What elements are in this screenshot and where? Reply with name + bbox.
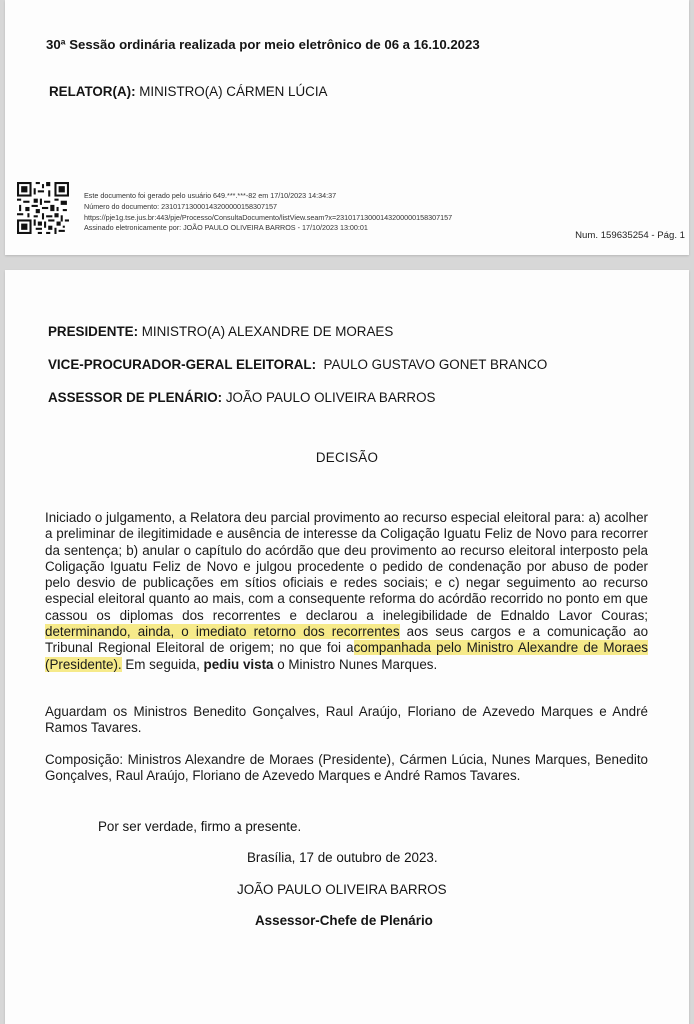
presidente-value: MINISTRO(A) ALEXANDRE DE MORAES — [141, 324, 394, 339]
highlighted-text-2: companhada pelo Ministro Alexandre de Moraes (Presidente). — [45, 640, 649, 672]
document-page-2 — [5, 270, 689, 1024]
signature-date: Brasília, 17 de outubro de 2023. — [247, 850, 438, 865]
composicao-paragraph: Composição: Ministros Alexandre de Moraes (Presidente), Cármen Lúcia, Nunes Marques, Benedito Gonçalves, Raul Araújo, Floriano de Azevedo Marques e André Ramos Tavares. — [45, 752, 648, 784]
document-page-1 — [5, 0, 689, 255]
vice-procurador-value: PAULO GUSTAVO GONET BRANCO — [323, 357, 548, 372]
signer-name: JOÃO PAULO OLIVEIRA BARROS — [237, 882, 447, 897]
decision-text-3: Em seguida, — [121, 656, 204, 672]
decision-paragraph — [45, 510, 648, 673]
document-metadata — [84, 191, 452, 234]
relator-value: MINISTRO(A) CÁRMEN LÚCIA — [139, 84, 328, 99]
session-title: 30ª Sessão ordinária realizada por meio eletrônico de 06 a 16.10.2023 — [46, 37, 480, 52]
assessor-label: ASSESSOR DE PLENÁRIO: — [48, 390, 223, 405]
aguardam-paragraph: Aguardam os Ministros Benedito Gonçalves, Raul Araújo, Floriano de Azevedo Marques e André Ramos Tavares. — [45, 704, 648, 736]
pediu-vista-bold: pediu vista — [203, 656, 274, 672]
meta-generated-line: Este documento foi gerado pelo usuário 649.***.***-82 em 17/10/2023 14:34:37 — [84, 191, 337, 200]
assessor-line — [48, 390, 435, 405]
signer-role: Assessor-Chefe de Plenário — [255, 913, 433, 928]
meta-url-line: https://pje1g.tse.jus.br:443/pje/Processo/ConsultaDocumento/listView.seam?x=23101713000143200000158307157 — [84, 212, 453, 222]
decision-text-2: aos seus cargos e a comunicação ao Tribunal Regional Eleitoral de origem; no que foi a — [45, 624, 649, 656]
decisao-heading: DECISÃO — [315, 450, 379, 465]
decision-text-4: o Ministro Nunes Marques. — [273, 656, 438, 672]
assessor-value: JOÃO PAULO OLIVEIRA BARROS — [225, 390, 436, 405]
meta-signature-line: Assinado eletronicamente por: JOÃO PAULO OLIVEIRA BARROS - 17/10/2023 13:00:01 — [84, 223, 368, 233]
highlighted-text-1: determinando, ainda, o imediato retorno dos recorrentes — [45, 624, 400, 640]
qr-code-icon — [17, 182, 69, 234]
presidente-line — [48, 324, 393, 339]
presidente-label: PRESIDENTE: — [48, 324, 139, 339]
meta-number-line: Número do documento: 23101713000143200000158307157 — [84, 201, 278, 211]
decision-text-1: Iniciado o julgamento, a Relatora deu parcial provimento ao recurso especial eleitoral para: a) acolher a preliminar de ilegitimidade e ausência de interesse da Coligação Iguatu Feliz de Novo para recorrer da sentença; b) anular o capítulo do acórdão que deu provimento ao recurso eleitoral interposto pela Coligação Iguatu Feliz de Novo e julgou procedente o pedido de condenação por abuso de poder pelo desvio de publicações em sítios oficiais e redes sociais; e c) negar seguimento ao recurso especial eleitoral quanto ao mais, com a consequente reforma do acórdão recorrido no ponto em que cassou os diplomas dos recorrentes e declarou a inelegibilidade de Ednaldo Lavor Couras; — [45, 510, 648, 623]
page-number: Num. 159635254 - Pág. 1 — [575, 230, 685, 241]
vice-procurador-line — [48, 357, 547, 372]
relator-label: RELATOR(A): — [49, 84, 136, 99]
vice-procurador-label: VICE-PROCURADOR-GERAL ELEITORAL: — [48, 357, 317, 372]
relator-line — [49, 84, 328, 99]
attestation-text: Por ser verdade, firmo a presente. — [98, 819, 302, 834]
